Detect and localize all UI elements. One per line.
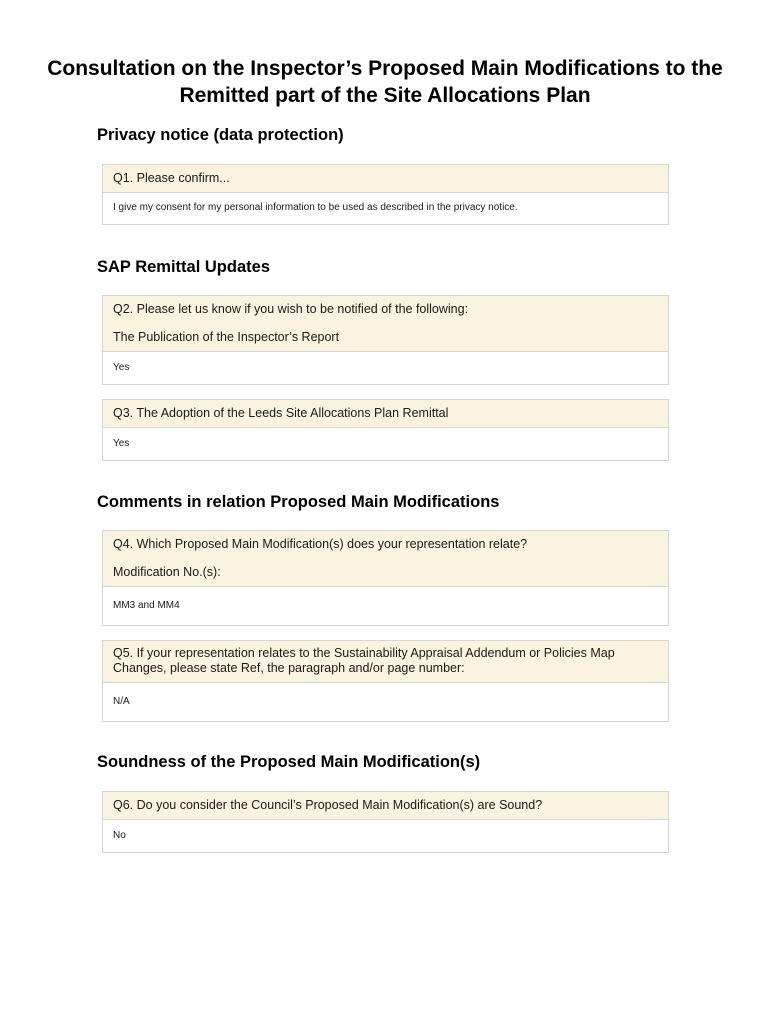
question-label-q1: Q1. Please confirm...	[103, 165, 668, 193]
document-title-line1: Consultation on the Inspector’s Proposed Main Modifications to the	[47, 57, 723, 80]
question-label-q2: Q2. Please let us know if you wish to be notified of the following:	[113, 302, 469, 316]
answer-q4: MM3 and MM4	[113, 600, 180, 611]
section-heading-comments: Comments in relation Proposed Main Modifications	[97, 493, 500, 511]
question-box-q6	[102, 791, 669, 853]
section-heading-soundness: Soundness of the Proposed Main Modification(s)	[97, 753, 481, 771]
question-box-q2	[102, 295, 669, 385]
answer-q1: I give my consent for my personal information to be used as described in the privacy notice.	[113, 202, 518, 213]
question-header-q2	[103, 296, 668, 352]
question-header-q4	[103, 531, 668, 587]
question-box-q3	[102, 399, 669, 461]
question-label-q4: Q4. Which Proposed Main Modification(s) does your representation relate?	[113, 537, 528, 551]
question-label-q3: Q3. The Adoption of the Leeds Site Allocations Plan Remittal	[103, 400, 668, 428]
question-box-q5	[102, 640, 669, 722]
question-sublabel-q4: Modification No.(s):	[113, 565, 221, 579]
question-box-q1	[102, 164, 669, 225]
answer-q3: Yes	[113, 438, 130, 449]
question-label-q6: Q6. Do you consider the Council’s Proposed Main Modification(s) are Sound?	[103, 792, 668, 820]
section-heading-privacy: Privacy notice (data protection)	[97, 126, 344, 144]
question-box-q4	[102, 530, 669, 626]
document-title	[0, 55, 770, 109]
answer-q5: N/A	[113, 696, 130, 707]
answer-q2: Yes	[113, 362, 130, 373]
section-heading-sap-remittal: SAP Remittal Updates	[97, 258, 270, 276]
answer-q6: No	[113, 830, 126, 841]
question-label-q5: Q5. If your representation relates to the Sustainability Appraisal Addendum or Policies Map Changes, please state Ref, the paragraph and/or page number:	[103, 641, 668, 683]
document-title-line2: Remitted part of the Site Allocations Plan	[179, 84, 591, 107]
question-sublabel-q2: The Publication of the Inspector’s Report	[113, 330, 340, 344]
